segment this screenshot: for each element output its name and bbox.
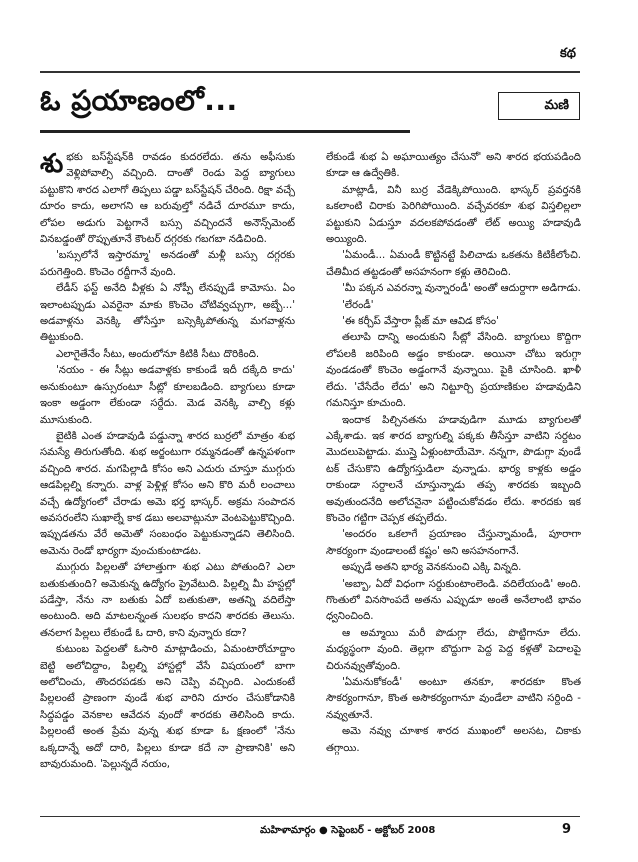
first-paragraph [40, 150, 295, 248]
top-rule [40, 71, 580, 73]
paragraph: అమె నవ్వు చూశాక శారద ముఖంలో అలసట, చికాకు తగ్గాయి. [326, 726, 581, 754]
article-column-left [40, 150, 295, 810]
paragraph: లేడీస్ ఫస్ట్ అనేది వీళ్లకు ఏ నోప్పీ లేనప్పుడే కామోసు. ఏం ఇలాంటప్పుడు ఎవరైనా మాకు కొంచెం చోటివ్వచ్చుగా, అబ్బే...' అడవాళ్లను వెనక్కి తోసేస్తూ బస్సెక్కిపోతున్న మగవాళ్లను తిట్టుకుంది. [40, 283, 295, 344]
author-name: మణి [544, 98, 569, 113]
article-column-right [326, 150, 581, 810]
first-paragraph-text: భకు బస్‌స్టేషన్‌కి రావడం కుదరలేదు. తను అఫీసుకు వెళ్లిపోవాల్సి వచ్చింది. దాంతో రెండు పెద్ద బ్యాగులు పట్టుకొని శారద ఎలాగో తిప్పలు పడ్డా బస్‌స్టేషన్ చేరింది. రిక్షా వచ్చే దూరం కాదు, అలాగని ఆ బరువుల్తో నడిచే దూరమూ కాదు, లోపల అడుగు పెట్టగానే బస్సు వచ్చిందనే అనౌన్స్‌మెంట్ వినబడ్డంతో రొప్పుతూనే కౌంటర్ దగ్గరకు గబగబా నడిచింది. [40, 152, 295, 246]
page-title: ఓ ప్రయాణంలో... [40, 84, 238, 117]
paragraph: బైటికి ఎంత హడావుడి పడ్డున్నా శారద బుర్రలో మాత్రం శుభ సమస్యే తిరుగుతోంది. శుభ అర్జంటుగా రమ్మనడంతో ఉన్నపళంగా వచ్చింది శారద. మగపిల్లాడి కోసం అని ఎదురు చూస్తూ ముగ్గురు ఆడపిల్లల్ని కన్నారు. వాళ్ల పెళ్లిళ్ల కోసం అని కొరి మరీ లంచాలు వచ్చే ఉద్యోగంలో చేరాడు అమె భర్త భాస్కర్. అక్రమ సంపాదన అవసరంలేని సుఖాల్నే కాక డబు అలవాట్లునూ వెంటపెట్టుకొచ్చింది. ఇప్పుడతను వేరే అమెతో సంబంధం పెట్టుకున్నాడని తెలిసింది. అమెను రెండో భార్యగా వుంచుకుంటాడట. [40, 430, 295, 557]
paragraph: అప్పుడే అతని భార్య వెనకనుంచి ఎక్కి విన్నది. [342, 562, 522, 574]
paragraph: కుటుంబ పెద్దలతో ఓసారి మాట్లాడించు, ఏమంటారోచూద్దాం బెట్టి అలోచిద్దాం, పిల్లల్ని హాస్టల్లో వేసే విషయంలో బాగా అలోచించు, తొందరపడకు అని చెప్పి వచ్చింది. ఎందుకంటే పిల్లలంటే ప్రాణంగా వుండే శుభ వారిని దూరం చేసుకోడానికి సిద్ధపడ్డం వెనకాల ఆవేదన వుందో శారదకు తెలిసింది కాదు. పిల్లలంటే అంత ప్రేమ వున్న శుభ కూడా ఓ క్షణంలో 'నేను ఒక్కదాన్నే అదో దారి, పిల్లలు కూడా కదే నా ప్రాణానికి' అని బావురుమంది. 'పెల్లున్నదే నయం, [40, 644, 295, 771]
paragraph: 'నయం - ఈ సీట్లు అడవాళ్లకు కాకుండే ఇదీ దక్కేది కాదు' అనుకుంటూ ఉస్సురంటూ సీట్లో కూలబడింది. బ్యాగులు కూడా ఇంకా అడ్డంగా లేకుండా సర్దేదు. మెడ వెనక్కి వాల్చి కళ్లు మూసుకుంది. [40, 365, 295, 426]
paragraph: 'ఏమనుకోకండీ' అంటూ తనకూ, శారదకూ కొంత సౌకర్యంగానూ, కొంత అసౌకర్యంగానూ వుండేలా వాటిని సర్దింది - నవ్వుతూనే. [326, 677, 581, 721]
drop-cap: శు [40, 150, 64, 179]
title-rule [40, 130, 410, 133]
paragraph: ఆ అమ్మాయి మరీ పొడుగ్గా లేదు, పొట్టిగానూ లేదు. మధ్యస్థంగా వుంది. తెల్లగా బొద్దుగా పెద్ద పెద్ద కళ్లతో పెదాలపై చిరునవ్వుతోవుంది. [326, 627, 581, 672]
paragraph: ఎలాగైతేనేం సీటు, అందులోనూ కిటికి సీటు దొరికింది. [56, 348, 260, 360]
paragraph: మాట్లాడీ, వినీ బుర్ర వేడెక్కిపోయింది. భాస్కర్ ప్రవర్తనకి ఒకలాంటి చిరాకు పెరిగిపోయింది. వచ్చేవరకూ శుభ విస్తలిల్లలా పట్టుకుని ఏడుస్తూ వదలకపోవడంతో లేట్ అయ్యి హడావుడి అయ్యింది. [326, 184, 581, 246]
author-box [498, 92, 580, 120]
paragraph: 'మీ పక్కన ఎవరన్నా వున్నారండీ' అంతో ఆదుర్దాగా అడిగాడు. [342, 283, 581, 295]
paragraph: ముగ్గురు పిల్లలతో హాలాత్తుగా శుభ ఎటు పోతుంది? ఎలా బతుకుతుంది? అమెకున్న ఉద్యోగం ప్రైవేటుది. పిల్లల్ని మీ హస్టల్లో పడేస్తా, నేను నా బతుకు ఏదో బతుకుతా, అతన్ని వదిలేస్తా అంటుంది. అది మాటలన్నంత సులభం కాదని శారదకు తెలుసు. తనలాగ పిల్లలు లేకుండే ఓ దారి, కాని వున్నారు కదా? [40, 562, 295, 639]
paragraph: 'అబ్బా, ఏదో విధంగా సర్దుకుంటాంలెండి. వదిలేయండి' అంది. గొంతులో వినసొంపదే అతను ఎప్పుడూ అంతే అనేలాంటి భావం ధ్వనించింది. [326, 578, 581, 623]
paragraph: 'బస్సులోనే ఇస్తారమ్మా' అనడంతో మళ్లీ బస్సు దగ్గరకు పరుగెత్తింది. కొంచెం రద్దీగానే వుంది. [40, 250, 295, 278]
bottom-rule [40, 816, 580, 817]
paragraph: 'ఏమండీ... ఏమండీ కొట్టినట్టే పిలిచాడు ఒకతను కిటికీలోంచి. చేతిమీద తట్టడంతో అసహనంగా కళ్లు తెరిచింది. [326, 250, 581, 278]
paragraph: తలూపి దాన్ని అందుకుని సీట్లో వేసింది. బ్యాగులు కొద్దిగా లోపలకి జరిపింది అడ్డం కాకుండా. అయినా చోటు ఇరుగ్గా వుండడంతో కొంచెం అడ్డంగానే వున్నాయి. పైకి చూసింది. ఖాళీ లేదు. 'చేసేదేం లేదు' అని నిట్టూర్చి ప్రయాణికుల హడావుడిని గమనిస్తూ కూచుంది. [326, 332, 581, 410]
page-number: 9 [562, 822, 572, 837]
paragraph: 'ఈ కర్చీప్ వేస్తారా ప్లీజ్ మా ఆవిడ కోసం' [342, 316, 499, 328]
footer-publication: మహిళామార్గం ● సెప్టెంబర్ - అక్టోబర్ 2008 [260, 825, 436, 836]
paragraph: ఇందాక పిల్చినతను హడావుడిగా మూడు బ్యాగులతో ఎక్కేశాడు. ఇక శారద బ్యాగుల్ని పక్కకు తీసేస్తూ వాటిని సర్దటం మొదలుపెట్టాడు. ముస్తై ఏళ్లుంటాయేమో. నన్నగా, పొడుగ్గా వుండే టక్ చేసుకొని ఉద్యోగస్తుడిలా వున్నాడు. భార్య కాళ్లకు అడ్డం రాకుండా సర్దాలనే చూస్తున్నాడు తప్ప శారదకు ఇబ్బంది అవుతుందనేది అలోచనైనా పట్టించుకోవడం లేదు. శారదకు ఇక కొంచెం గట్టిగా చెప్పక తప్పలేదు. [326, 414, 581, 524]
paragraph: 'అందరం ఒకలాగే ప్రయాణం చేస్తున్నామండీ, పూరాగా సౌకర్యంగా వుండాలంటే కష్టం' అని అసహనంగానే. [326, 529, 581, 557]
paragraph: 'లేరండీ' [342, 299, 374, 311]
section-tag: కథ [560, 46, 576, 61]
paragraph: లేకుండే శుభ ఏ అఘాయిత్యం చేసునో' అని శారద భయపడింది కూడా ఆ ఉద్వేతికి. [326, 152, 581, 180]
